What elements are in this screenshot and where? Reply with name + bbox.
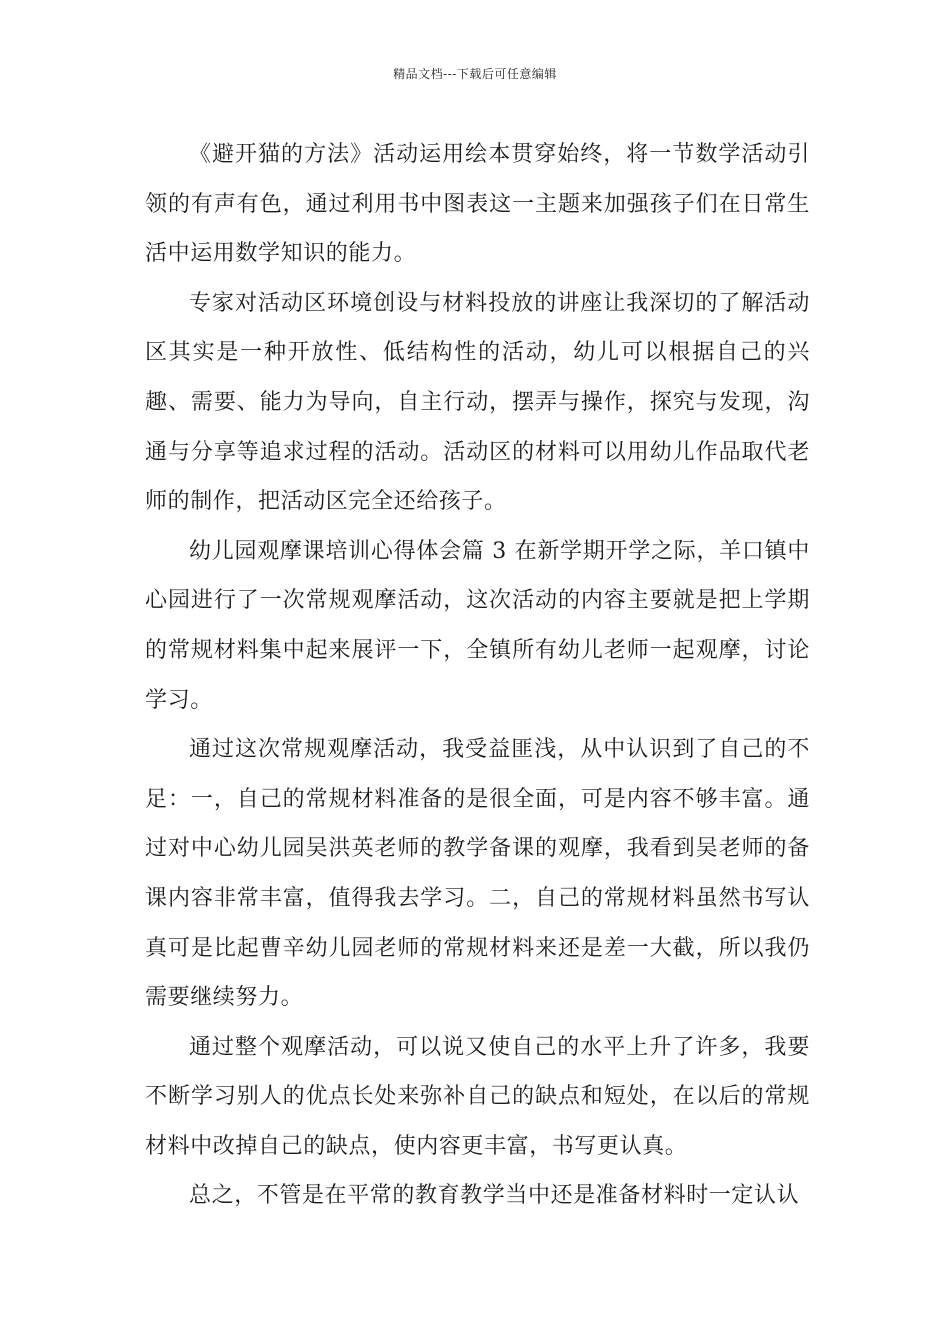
paragraph-3: 幼儿园观摩课培训心得体会篇 3 在新学期开学之际，羊口镇中心园进行了一次常规观摩活动，这次活动的内容主要就是把上学期的常规材料集中起来展评一下，全镇所有幼儿老师一起观摩，讨论学习。 (145, 538, 810, 713)
paragraph-4: 通过这次常规观摩活动，我受益匪浅，从中认识到了自己的不足：一，自己的常规材料准备的是很全面，可是内容不够丰富。通过对中心幼儿园吴洪英老师的教学备课的观摩，我看到吴老师的备课内容非常丰富，值得我去学习。二，自己的常规材料虽然书写认真可是比起曹辛幼儿园老师的常规材料来还是差一大截，所以我仍需要继续努力。 (145, 737, 810, 1011)
paragraph-6: 总之，不管是在平常的教育教学当中还是准备材料时一定认认 (189, 1183, 800, 1209)
paragraph-5: 通过整个观摩活动，可以说又使自己的水平上升了许多，我要不断学习别人的优点长处来弥补自己的缺点和短处，在以后的常规材料中改掉自己的缺点，使内容更丰富，书写更认真。 (145, 1034, 810, 1159)
document-body (145, 130, 810, 1221)
page-header: 精品文档---下载后可任意编辑 (393, 67, 557, 81)
paragraph-2: 专家对活动区环境创设与材料投放的讲座让我深切的了解活动区其实是一种开放性、低结构性的活动，幼儿可以根据自己的兴趣、需要、能力为导向，自主行动，摆弄与操作，探究与发现，沟通与分享等追求过程的活动。活动区的材料可以用幼儿作品取代老师的制作，把活动区完全还给孩子。 (145, 290, 810, 515)
paragraph-1: 《避开猫的方法》活动运用绘本贯穿始终，将一节数学活动引领的有声有色，通过利用书中图表这一主题来加强孩子们在日常生活中运用数学知识的能力。 (145, 142, 810, 267)
